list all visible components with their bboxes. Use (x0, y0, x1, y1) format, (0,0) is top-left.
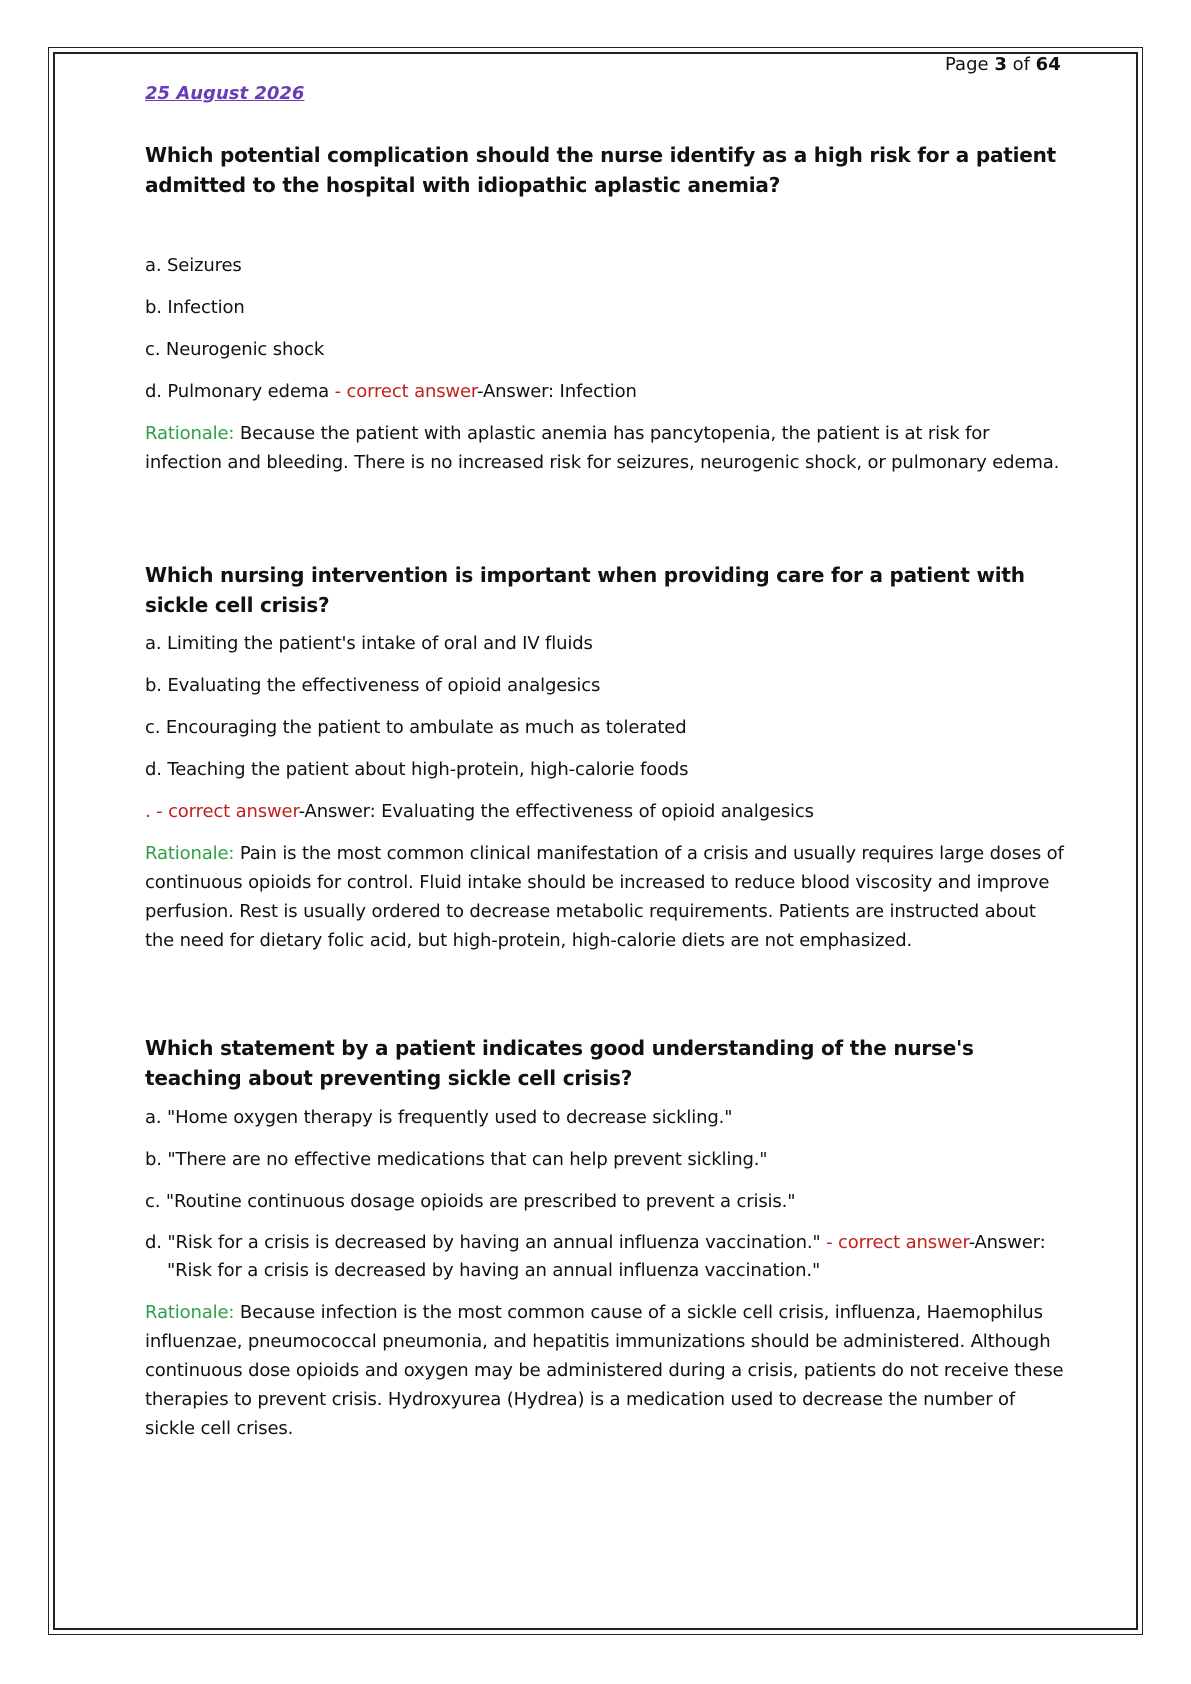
rationale-2: Rationale: Pain is the most common clinical manifestation of a crisis and usually requires large doses of continuous opioids for control. Fluid intake should be increased to reduce blood viscosity and improve perfusion. Rest is usually ordered to decrease metabolic requirements. Patients are instructed about the need for dietary folic acid, but high-protein, high-calorie diets are not emphasized. (145, 843, 1064, 951)
option-1b: b. Infection (145, 297, 245, 318)
answer-marker-2: . - correct answer (145, 801, 299, 822)
option-1d: d. Pulmonary edema - correct answer-Answer: Infection (145, 381, 637, 402)
answer-marker-1: - correct answer (329, 381, 478, 402)
rationale-label-2: Rationale: (145, 843, 235, 864)
option-2c: c. Encouraging the patient to ambulate as much as tolerated (145, 717, 687, 738)
option-2b: b. Evaluating the effectiveness of opioid analgesics (145, 675, 601, 696)
page-number: Page 3 of 64 (945, 54, 1061, 75)
rationale-1: Rationale: Because the patient with aplastic anemia has pancytopenia, the patient is at risk for infection and bleeding. There is no increased risk for seizures, neurogenic shock, or pulmonary edema. (145, 423, 1060, 473)
option-3d: d. "Risk for a crisis is decreased by having an annual influenza vaccination." - correct answer-Answer: "Risk for a crisis is decreased by having an annual influenza vaccination." (145, 1229, 1065, 1285)
rationale-label-1: Rationale: (145, 423, 235, 444)
answer-continued-3: "Risk for a crisis is decreased by having an annual influenza vaccination." (167, 1260, 821, 1281)
option-1c: c. Neurogenic shock (145, 339, 325, 360)
option-3c: c. "Routine continuous dosage opioids are prescribed to prevent a crisis." (145, 1191, 796, 1212)
question-1: Which potential complication should the nurse identify as a high risk for a patient admitted to the hospital with idiopathic aplastic anemia? (145, 143, 1057, 197)
answer-text-2: -Answer: Evaluating the effectiveness of opioid analgesics (298, 801, 814, 822)
rationale-label-3: Rationale: (145, 1302, 235, 1323)
answer-line-2 (145, 798, 1065, 826)
option-3a: a. "Home oxygen therapy is frequently used to decrease sickling." (145, 1107, 733, 1128)
answer-text-1: -Answer: Infection (477, 381, 637, 402)
question-3: Which statement by a patient indicates good understanding of the nurse's teaching about preventing sickle cell crisis? (145, 1036, 974, 1090)
rationale-3: Rationale: Because infection is the most common cause of a sickle cell crisis, influenza, Haemophilus influenzae, pneumococcal pneumonia, and hepatitis immunizations should be administered. Although continuous dose opioids and oxygen may be administered during a crisis, patients do not receive these therapies to prevent crisis. Hydroxyurea (Hydrea) is a medication used to decrease the number of sickle cell crises. (145, 1302, 1064, 1439)
option-2a: a. Limiting the patient's intake of oral and IV fluids (145, 633, 593, 654)
answer-marker-3: - correct answer (820, 1232, 969, 1253)
option-3b: b. "There are no effective medications that can help prevent sickling." (145, 1149, 768, 1170)
answer-text-3: -Answer: (968, 1232, 1046, 1253)
option-2d: d. Teaching the patient about high-protein, high-calorie foods (145, 759, 689, 780)
document-date: 25 August 2026 (145, 83, 305, 104)
question-2: Which nursing intervention is important when providing care for a patient with sickle cell crisis? (145, 563, 1025, 617)
option-1a: a. Seizures (145, 255, 242, 276)
